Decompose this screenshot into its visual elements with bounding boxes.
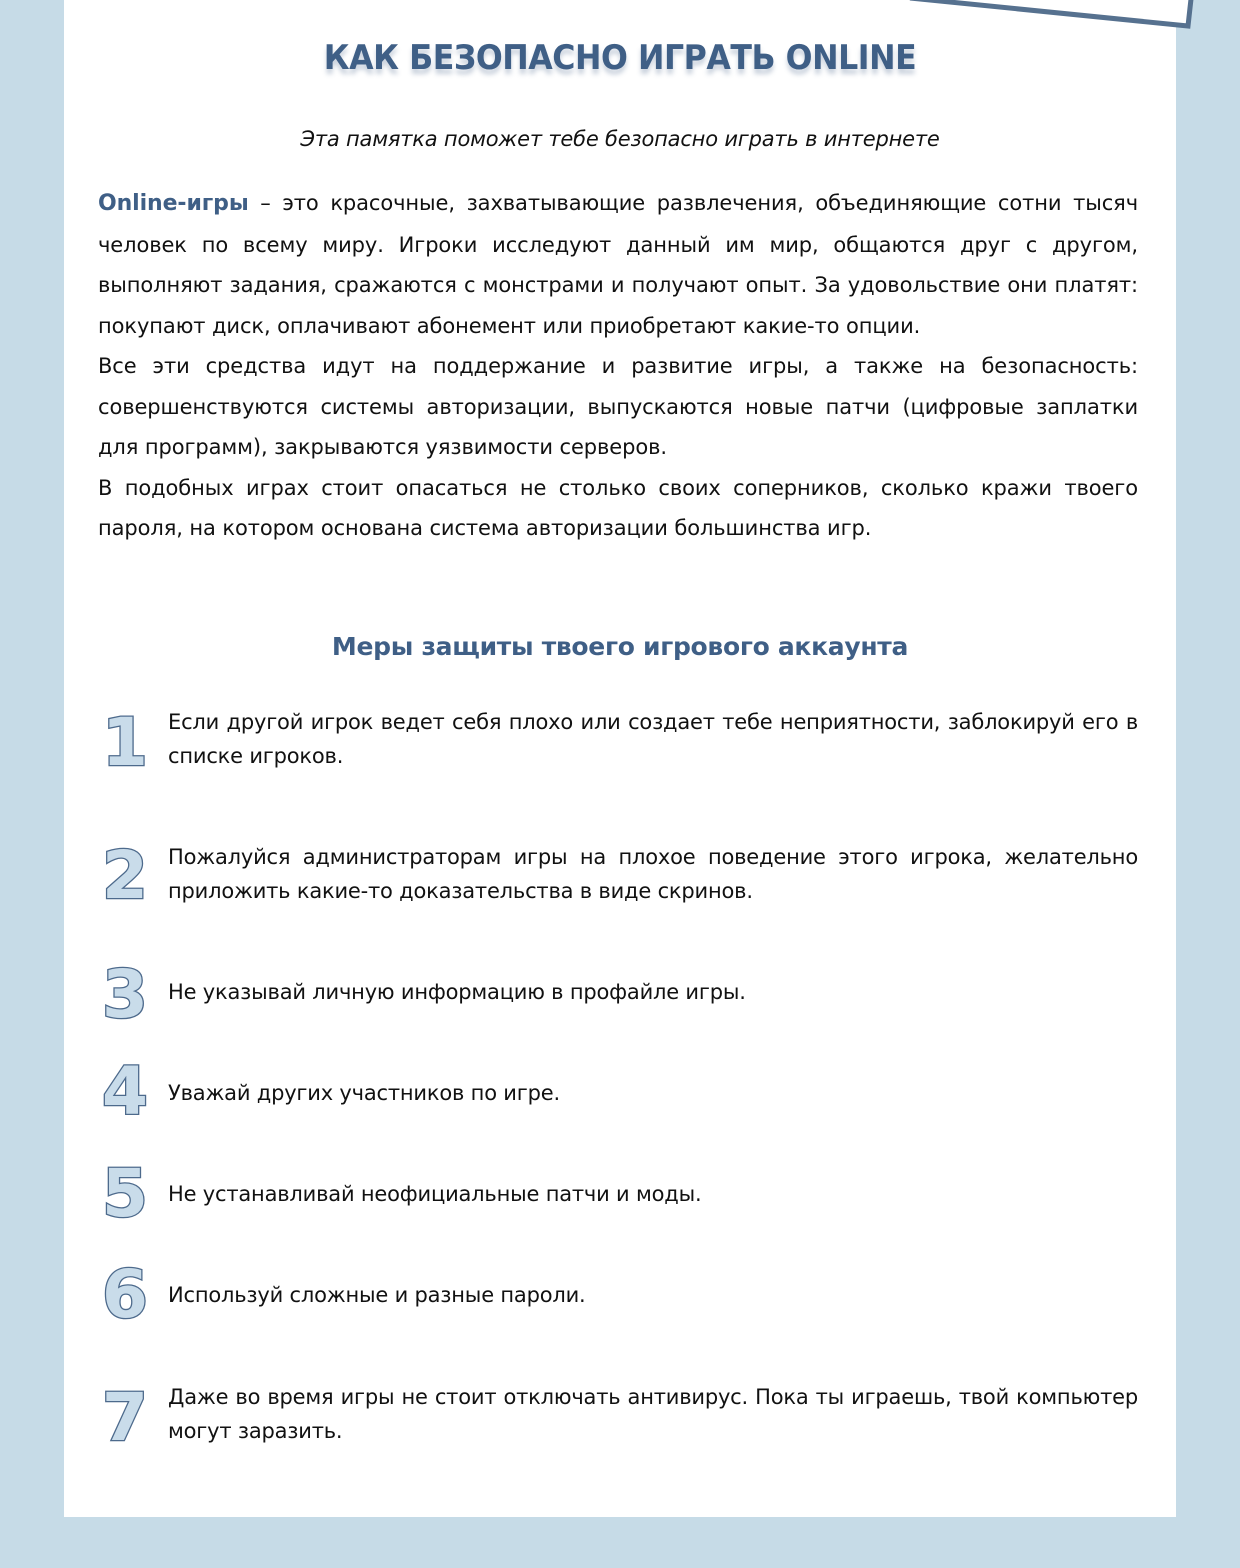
measures-heading: Меры защиты твоего игрового аккаунта <box>331 632 909 661</box>
number-1-icon <box>98 704 158 781</box>
measure-number: 6 <box>102 1256 148 1333</box>
measure-text: Если другой игрок ведет себя плохо или создает тебе неприятности, заблокируй его в списке игроков. <box>168 710 1138 768</box>
measure-text: Используй сложные и разные пароли. <box>168 1283 586 1307</box>
measure-number: 3 <box>102 956 148 1033</box>
intro-text <box>98 183 1138 549</box>
number-4-icon <box>98 1053 158 1130</box>
measure-text: Пожалуйся администраторам игры на плохое поведение этого игрока, желательно приложить какие-то доказательства в виде скринов. <box>168 845 1138 903</box>
intro-paragraph-3: В подобных играх стоит опасаться не столько своих соперников, сколько кражи твоего пароля, на котором основана система авторизации большинства игр. <box>98 475 1138 540</box>
measure-number: 2 <box>102 837 148 914</box>
measure-text: Уважай других участников по игре. <box>168 1081 560 1105</box>
intro-paragraph-2: Все эти средства идут на поддержание и развитие игры, а также на безопасность: совершенствуются системы авторизации, выпускаются новые патчи (цифровые заплатки для программ), закрываются уязвимости серверов. <box>98 354 1138 459</box>
number-2-icon <box>98 837 158 914</box>
measure-number: 4 <box>102 1053 148 1130</box>
measure-number: 5 <box>102 1155 148 1232</box>
number-6-icon <box>98 1256 158 1333</box>
measure-number: 7 <box>102 1379 148 1456</box>
intro-lead-term: Online-игры <box>98 191 249 216</box>
measure-number: 1 <box>102 704 148 781</box>
number-5-icon <box>98 1155 158 1232</box>
number-7-icon <box>98 1379 158 1456</box>
number-3-icon <box>98 956 158 1033</box>
measure-text: Не указывай личную информацию в профайле игры. <box>168 980 746 1004</box>
page-subtitle: Эта памятка поможет тебе безопасно играть в интернете <box>300 127 940 151</box>
intro-paragraph-1 <box>98 183 1138 346</box>
measure-text: Даже во время игры не стоит отключать антивирус. Пока ты играешь, твой компьютер могут заразить. <box>168 1385 1138 1443</box>
measure-text: Не устанавливай неофициальные патчи и моды. <box>168 1182 702 1206</box>
intro-paragraph-1-body: – это красочные, захватывающие развлечения, объединяющие сотни тысяч человек по всему миру. Игроки исследуют данный им мир, общаются друг с другом, выполняют задания, сражаются с монстрами и получают опыт. За удовольствие они платят: покупают диск, оплачивают абонемент или приобретают какие-то опции. <box>98 191 1138 338</box>
page-title: КАК БЕЗОПАСНО ИГРАТЬ ONLINE <box>323 38 917 78</box>
